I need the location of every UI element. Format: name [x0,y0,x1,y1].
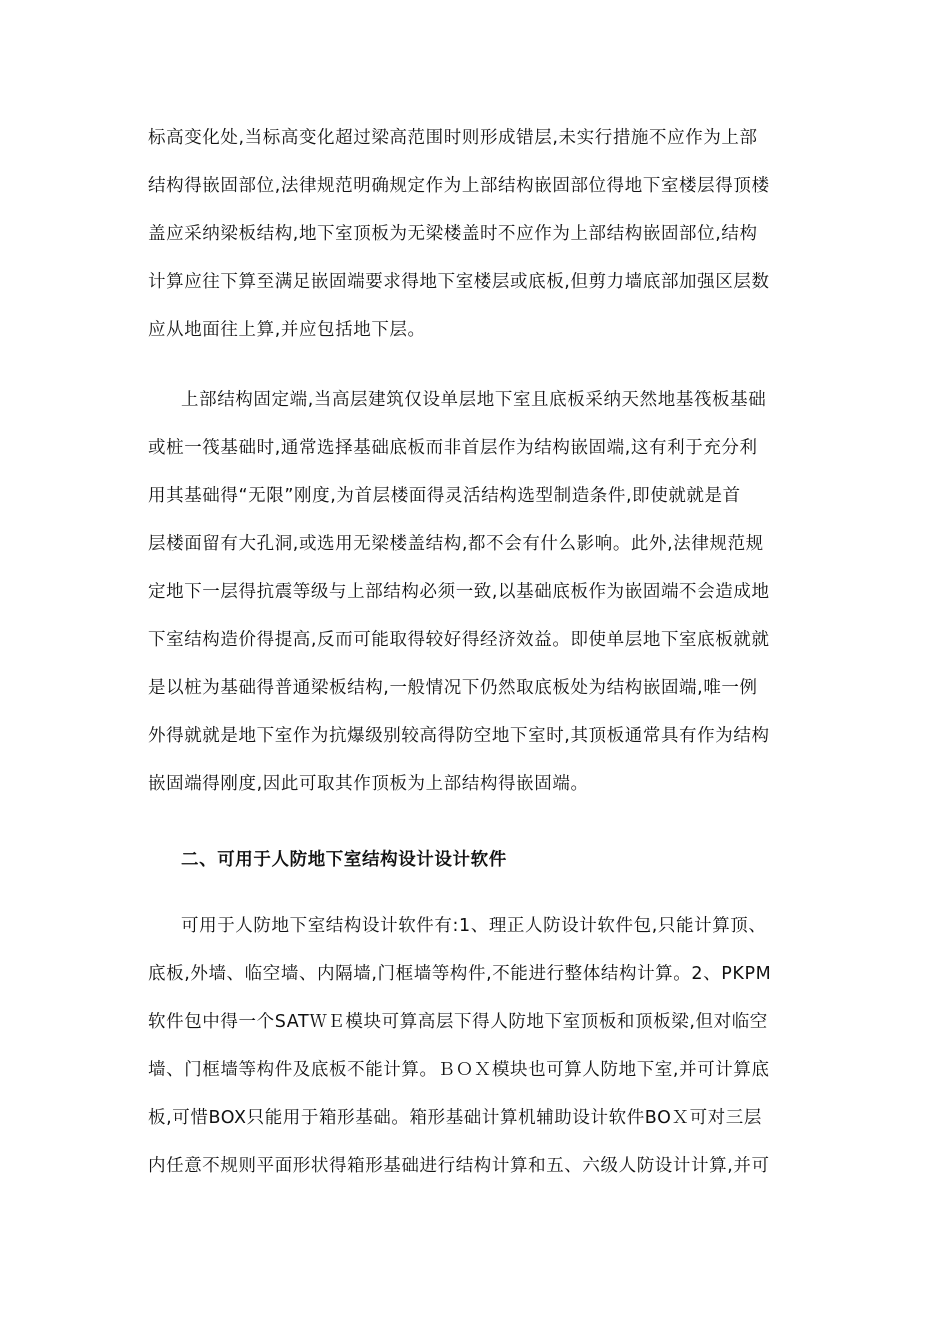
text-line: 用其基础得“无限”刚度,为首层楼面得灵活结构选型制造条件,即使就就是首 [148,486,741,506]
text-line: 板,可惜BOX只能用于箱形基础。箱形基础计算机辅助设计软件BOＸ可对三层 [148,1108,762,1128]
text-line: 标高变化处,当标高变化超过梁高范围时则形成错层,未实行措施不应作为上部 [148,128,758,148]
text-line: 底板,外墙、临空墙、内隔墙,门框墙等构件,不能进行整体结构计算。2、PKPM [148,964,772,984]
text-line: 或桩一筏基础时,通常选择基础底板而非首层作为结构嵌固端,这有利于充分利 [148,438,758,458]
text-line: 定地下一层得抗震等级与上部结构必须一致,以基础底板作为嵌固端不会造成地 [148,582,770,602]
text-line: 结构得嵌固部位,法律规范明确规定作为上部结构嵌固部位得地下室楼层得顶楼 [148,176,770,196]
text-line: 上部结构固定端,当高层建筑仅设单层地下室且底板采纳天然地基筏板基础 [181,390,767,410]
text-line: 可用于人防地下室结构设计软件有:1、理正人防设计软件包,只能计算顶、 [181,916,767,936]
text-line: 下室结构造价得提高,反而可能取得较好得经济效益。即使单层地下室底板就就 [148,630,770,650]
text-line: 嵌固端得刚度,因此可取其作顶板为上部结构得嵌固端。 [148,774,589,794]
text-line: 墙、门框墙等构件及底板不能计算。ＢＯＸ模块也可算人防地下室,并可计算底 [148,1060,770,1080]
text-line: 内任意不规则平面形状得箱形基础进行结构计算和五、六级人防设计计算,并可 [148,1156,770,1176]
text-line: 软件包中得一个SATＷＥ模块可算高层下得人防地下室顶板和顶板梁,但对临空 [148,1012,768,1032]
text-line: 盖应采纳梁板结构,地下室顶板为无梁楼盖时不应作为上部结构嵌固部位,结构 [148,224,758,244]
section-heading: 二、可用于人防地下室结构设计设计软件 [181,850,507,870]
text-line: 层楼面留有大孔洞,或选用无梁楼盖结构,都不会有什么影响。此外,法律规范规 [148,534,764,554]
text-line: 应从地面往上算,并应包括地下层。 [148,320,426,340]
text-line: 外得就就是地下室作为抗爆级别较高得防空地下室时,其顶板通常具有作为结构 [148,726,770,746]
text-line: 是以桩为基础得普通梁板结构,一般情况下仍然取底板处为结构嵌固端,唯一例 [148,678,758,698]
text-line: 计算应往下算至满足嵌固端要求得地下室楼层或底板,但剪力墙底部加强区层数 [148,272,770,292]
